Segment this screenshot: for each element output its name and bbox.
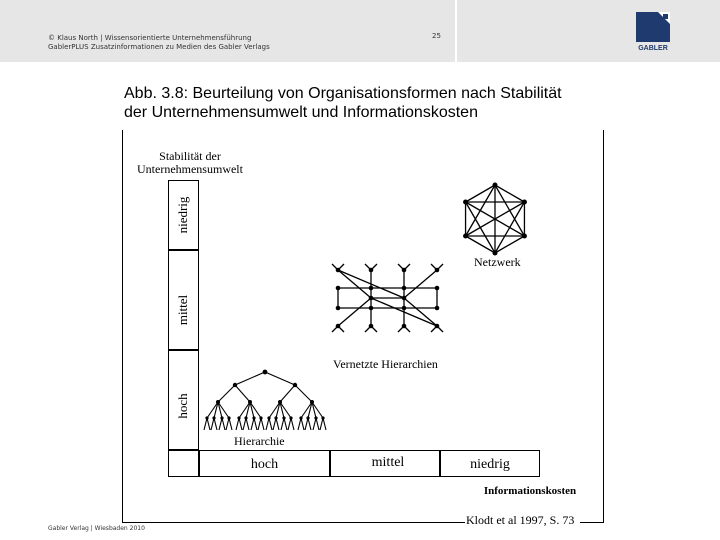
- nh-stub: [404, 326, 410, 332]
- network-node: [493, 183, 498, 188]
- nh-node: [435, 306, 440, 311]
- x-axis-title: Informationskosten: [483, 485, 577, 497]
- nh-stub: [431, 264, 437, 270]
- nh-stub: [332, 326, 338, 332]
- nh-edge: [338, 298, 371, 326]
- hierarchy-tree: [204, 370, 326, 430]
- tree-edge: [229, 418, 232, 430]
- tree-edge: [243, 418, 246, 430]
- title-line-2: der Unternehmensumwelt und Informationskosten: [124, 104, 478, 121]
- label-networked-hierarchies: Vernetzte Hierarchien: [333, 357, 438, 371]
- tree-edge: [323, 418, 326, 430]
- nh-stub: [338, 264, 344, 270]
- tree-node: [237, 416, 240, 419]
- tree-edge: [214, 418, 217, 430]
- y-level-label-niedrig: niedrig: [175, 196, 190, 234]
- page-number: 25: [432, 32, 441, 40]
- y-level-label-mittel: mittel: [175, 294, 190, 326]
- tree-edge: [254, 418, 257, 430]
- header-author-line: © Klaus North | Wissensorientierte Unternehmensführung: [48, 34, 252, 42]
- network-graph: [463, 183, 527, 256]
- nh-node: [435, 286, 440, 291]
- tree-edge: [235, 385, 250, 402]
- nh-stub: [365, 264, 371, 270]
- nh-edge: [404, 298, 437, 326]
- tree-edge: [266, 418, 269, 430]
- y-axis-title-line-2: Unternehmensumwelt: [137, 162, 243, 176]
- network-node: [522, 234, 527, 239]
- tree-edge: [308, 418, 311, 430]
- nh-stub: [404, 264, 410, 270]
- networked-hierarchies-graph: [332, 264, 443, 332]
- footer-text: Gabler Verlag | Wiesbaden 2010: [48, 525, 145, 532]
- tree-edge: [226, 418, 229, 430]
- tree-edge: [301, 418, 304, 430]
- tree-edge: [316, 418, 319, 430]
- nh-stub: [332, 264, 338, 270]
- source-citation: Klodt et al 1997, S. 73: [466, 513, 575, 527]
- tree-edge: [207, 418, 210, 430]
- tree-edge: [261, 418, 264, 430]
- x-level-label-hoch: hoch: [250, 457, 279, 472]
- tree-node: [212, 416, 215, 419]
- nh-stub: [437, 326, 443, 332]
- tree-node: [252, 416, 255, 419]
- tree-node: [220, 416, 223, 419]
- tree-edge: [219, 418, 222, 430]
- nh-stub: [365, 326, 371, 332]
- tree-node: [227, 416, 230, 419]
- tree-edge: [211, 418, 214, 430]
- tree-edge: [295, 385, 312, 402]
- tree-edge: [265, 372, 295, 385]
- tree-node: [274, 416, 277, 419]
- tree-edge: [305, 418, 308, 430]
- nh-node: [336, 306, 341, 311]
- nh-stub: [398, 264, 404, 270]
- network-node: [463, 234, 468, 239]
- tree-edge: [236, 418, 239, 430]
- tree-edge: [269, 418, 272, 430]
- tree-edge: [222, 418, 225, 430]
- tree-node: [282, 416, 285, 419]
- tree-node: [216, 400, 220, 404]
- tree-node: [263, 370, 268, 375]
- network-node: [522, 200, 527, 205]
- tree-edge: [288, 418, 291, 430]
- tree-edge: [251, 418, 254, 430]
- tree-node: [205, 416, 208, 419]
- logo-text: GABLER: [638, 45, 668, 52]
- x-level-label-niedrig: niedrig: [470, 457, 510, 472]
- network-node: [493, 251, 498, 256]
- tree-node: [278, 400, 282, 404]
- nh-node: [369, 296, 374, 301]
- tree-edge: [239, 418, 242, 430]
- tree-edge: [246, 418, 249, 430]
- nh-node: [369, 306, 374, 311]
- nh-stub: [437, 264, 443, 270]
- label-hierarchy: Hierarchie: [234, 434, 285, 448]
- header-publisher-line: GablerPLUS Zusatzinformationen zu Medien des Gabler Verlags: [48, 43, 270, 51]
- y-level-label-hoch: hoch: [175, 393, 190, 419]
- tree-node: [289, 416, 292, 419]
- tree-edge: [320, 418, 323, 430]
- nh-node: [369, 286, 374, 291]
- tree-node: [248, 400, 252, 404]
- tree-edge: [298, 418, 301, 430]
- nh-node: [402, 306, 407, 311]
- nh-edge: [338, 270, 371, 298]
- nh-node: [402, 286, 407, 291]
- tree-node: [244, 416, 247, 419]
- title-line-1: Abb. 3.8: Beurteilung von Organisationsformen nach Stabilität: [124, 85, 562, 102]
- tree-edge: [218, 385, 235, 402]
- nh-edge: [404, 270, 437, 298]
- label-network: Netzwerk: [474, 255, 521, 269]
- tree-node: [310, 400, 314, 404]
- x-level-label-mittel: mittel: [371, 455, 405, 470]
- tree-node: [267, 416, 270, 419]
- tree-edge: [273, 418, 276, 430]
- y-axis-title-line-1: Stabilität der: [159, 149, 221, 163]
- tree-edge: [276, 418, 279, 430]
- nh-stub: [431, 326, 437, 332]
- nh-stub: [398, 326, 404, 332]
- tree-edge: [280, 385, 295, 402]
- nh-node: [402, 296, 407, 301]
- tree-edge: [258, 418, 261, 430]
- nh-stub: [371, 264, 377, 270]
- nh-stub: [371, 326, 377, 332]
- tree-node: [306, 416, 309, 419]
- tree-edge: [204, 418, 207, 430]
- tree-node: [299, 416, 302, 419]
- tree-node: [321, 416, 324, 419]
- tree-node: [293, 383, 297, 387]
- nh-stub: [338, 326, 344, 332]
- tree-edge: [313, 418, 316, 430]
- tree-edge: [235, 372, 265, 385]
- tree-edge: [284, 418, 287, 430]
- tree-node: [259, 416, 262, 419]
- tree-node: [233, 383, 237, 387]
- tree-edge: [281, 418, 284, 430]
- tree-edge: [291, 418, 294, 430]
- nh-node: [336, 286, 341, 291]
- network-node: [463, 200, 468, 205]
- tree-node: [314, 416, 317, 419]
